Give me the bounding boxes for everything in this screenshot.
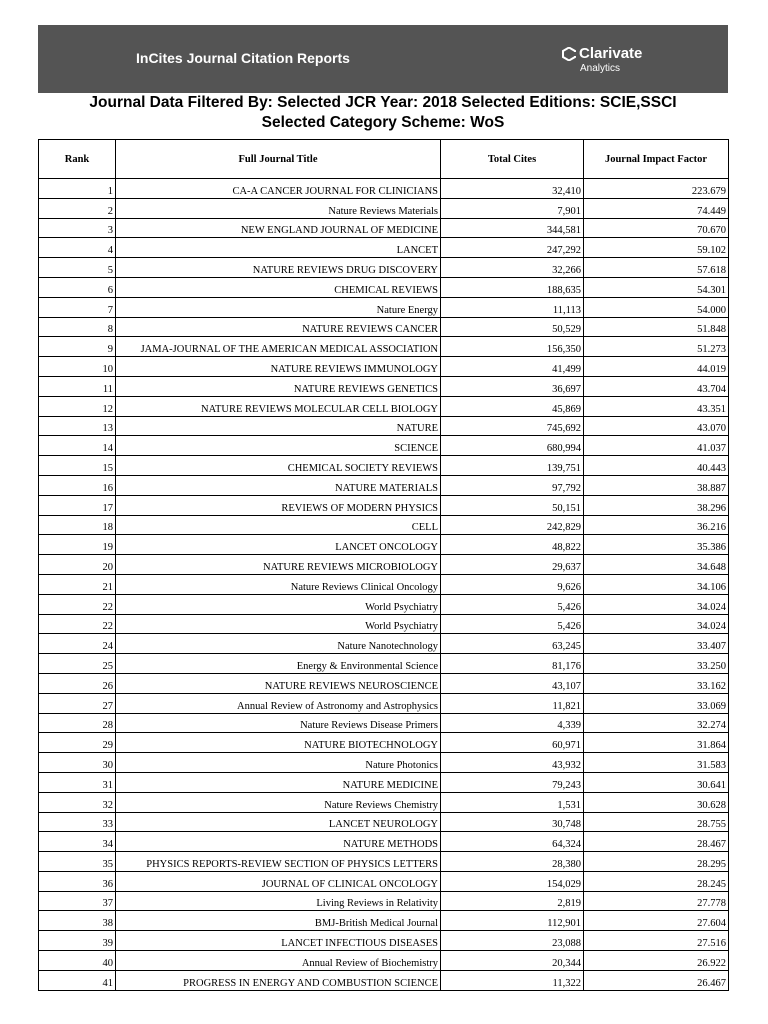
total-cites-cell: 247,292 (441, 238, 584, 258)
brand-name: Clarivate (579, 45, 643, 62)
total-cites-cell: 112,901 (441, 911, 584, 931)
total-cites-cell: 5,426 (441, 614, 584, 634)
column-header-rank: Rank (39, 140, 116, 179)
table-row (39, 594, 729, 614)
filter-line-1: Journal Data Filtered By: Selected JCR Year: 2018 Selected Editions: SCIE,SSCI (89, 94, 677, 111)
table-row (39, 574, 729, 594)
impact-factor-cell: 43.351 (584, 396, 729, 416)
impact-factor-cell: 74.449 (584, 198, 729, 218)
journal-title-cell: LANCET INFECTIOUS DISEASES (116, 931, 441, 951)
journal-title-cell: Nature Reviews Materials (116, 198, 441, 218)
total-cites-cell: 9,626 (441, 574, 584, 594)
table-row (39, 970, 729, 990)
total-cites-cell: 45,869 (441, 396, 584, 416)
rank-cell: 36 (39, 871, 116, 891)
total-cites-cell: 28,380 (441, 852, 584, 872)
total-cites-cell: 43,107 (441, 673, 584, 693)
journal-title-cell: REVIEWS OF MODERN PHYSICS (116, 495, 441, 515)
journal-title-cell: NATURE REVIEWS GENETICS (116, 376, 441, 396)
rank-cell: 27 (39, 693, 116, 713)
total-cites-cell: 11,113 (441, 297, 584, 317)
impact-factor-cell: 31.864 (584, 733, 729, 753)
table-row (39, 416, 729, 436)
impact-factor-cell: 28.467 (584, 832, 729, 852)
impact-factor-cell: 57.618 (584, 258, 729, 278)
impact-factor-cell: 34.024 (584, 594, 729, 614)
journal-title-cell: NATURE REVIEWS NEUROSCIENCE (116, 673, 441, 693)
rank-cell: 2 (39, 198, 116, 218)
total-cites-cell: 41,499 (441, 357, 584, 377)
rank-cell: 9 (39, 337, 116, 357)
total-cites-cell: 36,697 (441, 376, 584, 396)
table-row (39, 535, 729, 555)
impact-factor-cell: 38.887 (584, 475, 729, 495)
journal-title-cell: Nature Reviews Clinical Oncology (116, 574, 441, 594)
clarivate-logo-icon (562, 47, 576, 61)
journal-title-cell: Living Reviews in Relativity (116, 891, 441, 911)
journal-title-cell: NEW ENGLAND JOURNAL OF MEDICINE (116, 218, 441, 238)
journal-title-cell: NATURE (116, 416, 441, 436)
rank-cell: 24 (39, 634, 116, 654)
impact-factor-cell: 30.628 (584, 792, 729, 812)
impact-factor-cell: 36.216 (584, 515, 729, 535)
total-cites-cell: 242,829 (441, 515, 584, 535)
rank-cell: 41 (39, 970, 116, 990)
total-cites-cell: 11,322 (441, 970, 584, 990)
table-row (39, 179, 729, 199)
journal-title-cell: BMJ-British Medical Journal (116, 911, 441, 931)
table-row (39, 258, 729, 278)
impact-factor-cell: 41.037 (584, 436, 729, 456)
rank-cell: 28 (39, 713, 116, 733)
total-cites-cell: 188,635 (441, 277, 584, 297)
rank-cell: 21 (39, 574, 116, 594)
total-cites-cell: 680,994 (441, 436, 584, 456)
table-row (39, 753, 729, 773)
journal-title-cell: NATURE REVIEWS MICROBIOLOGY (116, 555, 441, 575)
impact-factor-cell: 54.301 (584, 277, 729, 297)
impact-factor-cell: 33.250 (584, 654, 729, 674)
total-cites-cell: 60,971 (441, 733, 584, 753)
rank-cell: 38 (39, 911, 116, 931)
rank-cell: 39 (39, 931, 116, 951)
table-row (39, 456, 729, 476)
total-cites-cell: 30,748 (441, 812, 584, 832)
journal-title-cell: JAMA-JOURNAL OF THE AMERICAN MEDICAL ASSOCIATION (116, 337, 441, 357)
table-row (39, 317, 729, 337)
rank-cell: 6 (39, 277, 116, 297)
impact-factor-cell: 51.848 (584, 317, 729, 337)
total-cites-cell: 32,410 (441, 179, 584, 199)
impact-factor-cell: 34.024 (584, 614, 729, 634)
table-row (39, 673, 729, 693)
journal-title-cell: PHYSICS REPORTS-REVIEW SECTION OF PHYSICS LETTERS (116, 852, 441, 872)
table-row (39, 871, 729, 891)
table-row (39, 376, 729, 396)
journal-title-cell: NATURE REVIEWS IMMUNOLOGY (116, 357, 441, 377)
total-cites-cell: 29,637 (441, 555, 584, 575)
table-row (39, 693, 729, 713)
total-cites-cell: 79,243 (441, 772, 584, 792)
table-row (39, 654, 729, 674)
table-row (39, 198, 729, 218)
table-row (39, 911, 729, 931)
total-cites-cell: 139,751 (441, 456, 584, 476)
rank-cell: 3 (39, 218, 116, 238)
total-cites-cell: 5,426 (441, 594, 584, 614)
impact-factor-cell: 51.273 (584, 337, 729, 357)
impact-factor-cell: 33.069 (584, 693, 729, 713)
rank-cell: 11 (39, 376, 116, 396)
table-row (39, 614, 729, 634)
journal-title-cell: Nature Reviews Disease Primers (116, 713, 441, 733)
impact-factor-cell: 33.407 (584, 634, 729, 654)
total-cites-cell: 48,822 (441, 535, 584, 555)
impact-factor-cell: 26.467 (584, 970, 729, 990)
table-row (39, 733, 729, 753)
rank-cell: 14 (39, 436, 116, 456)
total-cites-cell: 23,088 (441, 931, 584, 951)
rank-cell: 16 (39, 475, 116, 495)
total-cites-cell: 4,339 (441, 713, 584, 733)
rank-cell: 15 (39, 456, 116, 476)
journal-title-cell: World Psychiatry (116, 614, 441, 634)
total-cites-cell: 745,692 (441, 416, 584, 436)
impact-factor-cell: 30.641 (584, 772, 729, 792)
journal-title-cell: NATURE REVIEWS MOLECULAR CELL BIOLOGY (116, 396, 441, 416)
impact-factor-cell: 28.245 (584, 871, 729, 891)
journal-title-cell: LANCET NEUROLOGY (116, 812, 441, 832)
total-cites-cell: 50,529 (441, 317, 584, 337)
rank-cell: 33 (39, 812, 116, 832)
journal-title-cell: LANCET ONCOLOGY (116, 535, 441, 555)
table-row (39, 475, 729, 495)
table-row (39, 218, 729, 238)
rank-cell: 22 (39, 594, 116, 614)
header-banner (38, 25, 728, 93)
table-row (39, 238, 729, 258)
impact-factor-cell: 34.106 (584, 574, 729, 594)
total-cites-cell: 63,245 (441, 634, 584, 654)
table-row (39, 951, 729, 971)
table-row (39, 713, 729, 733)
journal-title-cell: LANCET (116, 238, 441, 258)
impact-factor-cell: 28.295 (584, 852, 729, 872)
impact-factor-cell: 33.162 (584, 673, 729, 693)
impact-factor-cell: 44.019 (584, 357, 729, 377)
total-cites-cell: 1,531 (441, 792, 584, 812)
rank-cell: 20 (39, 555, 116, 575)
total-cites-cell: 2,819 (441, 891, 584, 911)
table-row (39, 792, 729, 812)
impact-factor-cell: 43.704 (584, 376, 729, 396)
total-cites-cell: 50,151 (441, 495, 584, 515)
journal-title-cell: Energy & Environmental Science (116, 654, 441, 674)
journal-title-cell: Nature Photonics (116, 753, 441, 773)
table-row (39, 812, 729, 832)
table-row (39, 495, 729, 515)
filter-line-2: Selected Category Scheme: WoS (261, 114, 505, 131)
table-row (39, 931, 729, 951)
journal-title-cell: NATURE REVIEWS DRUG DISCOVERY (116, 258, 441, 278)
total-cites-cell: 81,176 (441, 654, 584, 674)
total-cites-cell: 43,932 (441, 753, 584, 773)
rank-cell: 22 (39, 614, 116, 634)
table-row (39, 357, 729, 377)
column-header-total-cites: Total Cites (441, 140, 584, 179)
rank-cell: 19 (39, 535, 116, 555)
journal-title-cell: NATURE MEDICINE (116, 772, 441, 792)
table-row (39, 297, 729, 317)
total-cites-cell: 64,324 (441, 832, 584, 852)
impact-factor-cell: 27.604 (584, 911, 729, 931)
journal-title-cell: CELL (116, 515, 441, 535)
rank-cell: 29 (39, 733, 116, 753)
impact-factor-cell: 70.670 (584, 218, 729, 238)
impact-factor-cell: 59.102 (584, 238, 729, 258)
rank-cell: 7 (39, 297, 116, 317)
filter-heading (38, 93, 728, 133)
journal-title-cell: NATURE BIOTECHNOLOGY (116, 733, 441, 753)
journal-title-cell: Annual Review of Astronomy and Astrophysics (116, 693, 441, 713)
rank-cell: 10 (39, 357, 116, 377)
journal-title-cell: PROGRESS IN ENERGY AND COMBUSTION SCIENCE (116, 970, 441, 990)
journal-title-cell: Nature Energy (116, 297, 441, 317)
table-header-row (39, 140, 729, 179)
rank-cell: 34 (39, 832, 116, 852)
table-row (39, 832, 729, 852)
rank-cell: 8 (39, 317, 116, 337)
total-cites-cell: 154,029 (441, 871, 584, 891)
total-cites-cell: 344,581 (441, 218, 584, 238)
journal-title-cell: Annual Review of Biochemistry (116, 951, 441, 971)
rank-cell: 26 (39, 673, 116, 693)
table-body (39, 179, 729, 991)
table-row (39, 515, 729, 535)
rank-cell: 40 (39, 951, 116, 971)
total-cites-cell: 156,350 (441, 337, 584, 357)
rank-cell: 35 (39, 852, 116, 872)
total-cites-cell: 20,344 (441, 951, 584, 971)
journal-title-cell: SCIENCE (116, 436, 441, 456)
journal-title-cell: Nature Nanotechnology (116, 634, 441, 654)
rank-cell: 5 (39, 258, 116, 278)
table-row (39, 396, 729, 416)
total-cites-cell: 11,821 (441, 693, 584, 713)
table-row (39, 277, 729, 297)
total-cites-cell: 7,901 (441, 198, 584, 218)
table-row (39, 891, 729, 911)
journal-title-cell: CHEMICAL SOCIETY REVIEWS (116, 456, 441, 476)
total-cites-cell: 97,792 (441, 475, 584, 495)
impact-factor-cell: 54.000 (584, 297, 729, 317)
rank-cell: 12 (39, 396, 116, 416)
journal-table (38, 139, 729, 991)
journal-title-cell: JOURNAL OF CLINICAL ONCOLOGY (116, 871, 441, 891)
impact-factor-cell: 32.274 (584, 713, 729, 733)
impact-factor-cell: 223.679 (584, 179, 729, 199)
journal-title-cell: NATURE MATERIALS (116, 475, 441, 495)
impact-factor-cell: 28.755 (584, 812, 729, 832)
journal-title-cell: NATURE REVIEWS CANCER (116, 317, 441, 337)
impact-factor-cell: 40.443 (584, 456, 729, 476)
rank-cell: 18 (39, 515, 116, 535)
impact-factor-cell: 35.386 (584, 535, 729, 555)
rank-cell: 4 (39, 238, 116, 258)
table-row (39, 436, 729, 456)
rank-cell: 31 (39, 772, 116, 792)
impact-factor-cell: 26.922 (584, 951, 729, 971)
journal-title-cell: NATURE METHODS (116, 832, 441, 852)
rank-cell: 17 (39, 495, 116, 515)
column-header-title: Full Journal Title (116, 140, 441, 179)
rank-cell: 1 (39, 179, 116, 199)
rank-cell: 25 (39, 654, 116, 674)
table-row (39, 634, 729, 654)
impact-factor-cell: 27.778 (584, 891, 729, 911)
impact-factor-cell: 34.648 (584, 555, 729, 575)
table-row (39, 337, 729, 357)
impact-factor-cell: 27.516 (584, 931, 729, 951)
total-cites-cell: 32,266 (441, 258, 584, 278)
journal-title-cell: CA-A CANCER JOURNAL FOR CLINICIANS (116, 179, 441, 199)
rank-cell: 37 (39, 891, 116, 911)
journal-title-cell: World Psychiatry (116, 594, 441, 614)
journal-title-cell: CHEMICAL REVIEWS (116, 277, 441, 297)
table-row (39, 772, 729, 792)
app-title: InCites Journal Citation Reports (136, 50, 350, 66)
impact-factor-cell: 43.070 (584, 416, 729, 436)
table-row (39, 555, 729, 575)
rank-cell: 32 (39, 792, 116, 812)
impact-factor-cell: 38.296 (584, 495, 729, 515)
rank-cell: 30 (39, 753, 116, 773)
impact-factor-cell: 31.583 (584, 753, 729, 773)
rank-cell: 13 (39, 416, 116, 436)
column-header-impact-factor: Journal Impact Factor (584, 140, 729, 179)
table-row (39, 852, 729, 872)
journal-title-cell: Nature Reviews Chemistry (116, 792, 441, 812)
brand-subtitle: Analytics (580, 63, 621, 74)
